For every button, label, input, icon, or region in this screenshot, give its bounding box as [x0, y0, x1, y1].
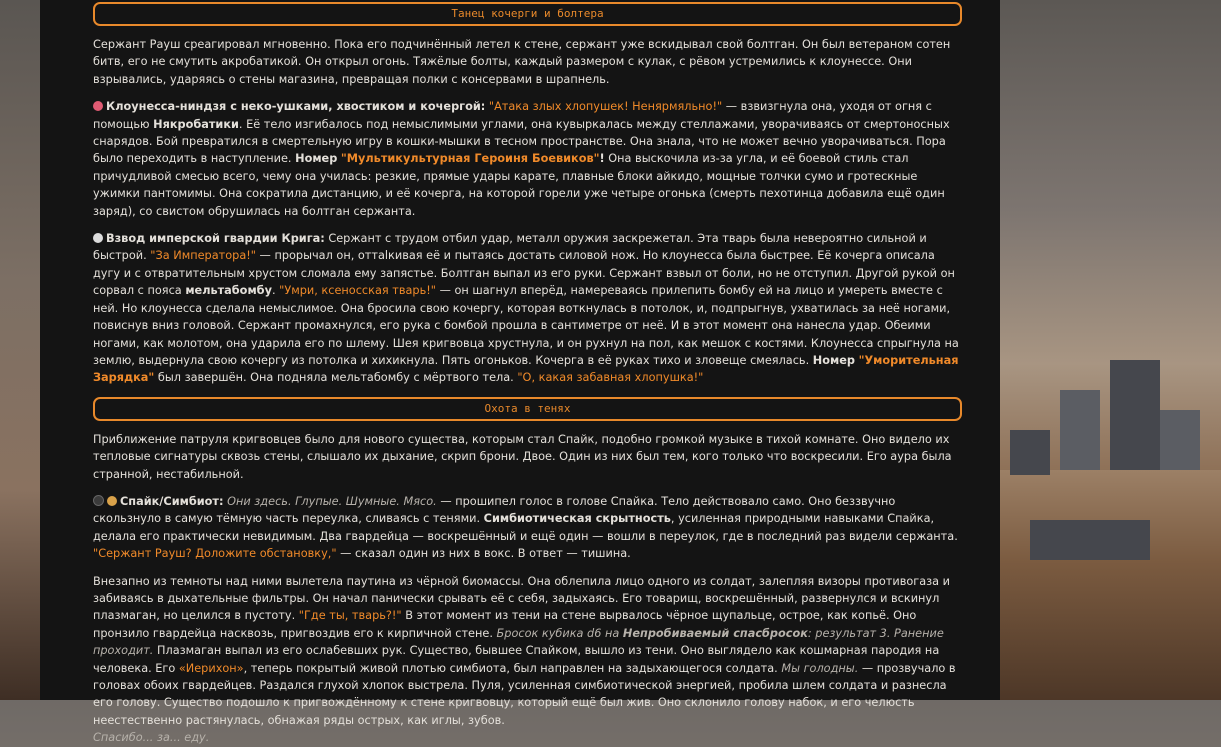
- background-rock: [1030, 520, 1150, 560]
- story-panel: [40, 0, 1000, 745]
- text-span: — он шагнул вперёд, намереваясь прилепить бомбу ей на лицо и умереть вместе с ней. Но клоунесса сделала немыслимое. Она бросила свою кочергу, которая воткнулась в потолок, и, подпрыгнув, ухватилась за неё ногами, повиснув вниз головой. Сержант промахнулся, его рука с бомбой прошла в сантиметре от неё. И в этот момент она нанесла удар. Обеими ногами, как молотом, она ударила его по шлему. Шея кригвовца хрустнула, и он рухнул на пол, как мешок с костями. Клоунесса спрыгнула на землю, выдернула свою кочергу из потолка и хихикнула. Пять огоньков. Кочерга в её руках тихо и зловеще смеялась.: [93, 284, 959, 367]
- text-span: Внезапно из темноты над ними вылетела паутина из чёрной биомассы. Она облепила лицо одного из солдат, залепляя визоры противогаза и забиваясь в дыхательные фильтры. Он начал панически срывать её с себя, задыхаясь. Его товарищ, воскрешённый, развернулся и вскинул плазмаган, но целился в пустоту.: [93, 574, 951, 623]
- background-left-strip: [0, 0, 40, 700]
- section-header-2: Охота в тенях: [93, 397, 962, 421]
- speaker-label: Спайк/Симбиот:: [120, 494, 224, 508]
- quote: «Иерихон»: [178, 661, 244, 675]
- text-span: — взвизгнула она, уходя от огня с помощью: [93, 100, 932, 131]
- text-span: , усиленная природными навыками Спайка, делала его практически невидимым. Два гвардейца — воскрешённый и ещё один — вошли в переулок, где в последний раз видели сержанта.: [93, 512, 958, 543]
- text-span: — прозвучало в головах обоих гвардейцев. Раздался глухой хлопок выстрела. Пуля, усиленная симбиотической энергией, пробила шлем солдата и разнесла его голову. Существо подошло к пригвождённому к стене кригвовцу, который ещё был жив. Оно склонило голову набок, и его челюсть неестественно растянулась, обнажая ряды острых, как иглы, зубов.: [93, 661, 956, 727]
- paragraph-4: [93, 431, 962, 483]
- dice-roll: Бросок кубика d6 на: [496, 626, 623, 640]
- text-span: — прошипел голос в голове Спайка. Тело действовало само. Оно беззвучно скользнуло в самую тёмную часть переулка, сливаясь с тенями.: [93, 494, 896, 526]
- text-span: . Её тело изгибалось под немыслимыми углами, она кувыркалась между стеллажами, уворачиваясь от смертоносных снарядов. Бой превратился в смертельную игру в кошки-мышки в тесном пространстве. Она знала, что не может вечно уворачиваться. Пора было переходить в наступление.: [93, 117, 950, 166]
- bold-term: мельтабомбу: [185, 284, 272, 298]
- text-span: — сказал один из них в вокс. В ответ — тишина.: [336, 547, 631, 561]
- paragraph-6: [93, 573, 962, 747]
- dice-roll: : результат 3. Ранение проходит.: [93, 626, 944, 658]
- inner-voice: Мы голодны.: [781, 661, 859, 675]
- quote: "Умри, ксеносская тварь!": [279, 284, 436, 298]
- background-rock: [1060, 390, 1100, 470]
- quote: "Уморительная Зарядка": [93, 353, 959, 385]
- paragraph-text: Приближение патруля кригвовцев было для нового существа, которым стал Спайк, подобно громкой музыке в тихой комнате. Оно видело их тепловые сигнатуры сквозь стены, слышало их дыхание, скрип брони. Двое. Один из них был тем, кого только что воскресили. Его аура была странной, нестабильной.: [93, 432, 952, 481]
- bold-term: Номер: [295, 152, 338, 166]
- paragraph-3: [93, 230, 962, 387]
- bold-term: Номер: [812, 353, 855, 367]
- speaker-label: Взвод имперской гвардии Крига:: [106, 232, 325, 246]
- text-span: Плазмаган выпал из его ослабевших рук. Существо, бывшее Спайком, вышло из тени. Оно выглядело как кошмарная пародия на человека. Его: [93, 644, 940, 675]
- bold-term: Някробатики: [153, 117, 239, 131]
- paragraph-5: [93, 493, 962, 563]
- speaker-label: Клоунесса-ниндзя с неко-ушками, хвостиком и кочергой:: [106, 100, 486, 114]
- quote: "Атака злых хлопушек! Ненярмяльно!": [488, 100, 723, 114]
- quote: "Мультикультурная Героиня Боевиков": [340, 152, 600, 166]
- paragraph-2: [93, 98, 962, 220]
- paragraph-1: [93, 36, 962, 88]
- background-rock: [1160, 410, 1200, 470]
- text-span: Сержант с трудом отбил удар, металл оружия заскрежетал. Эта тварь была невероятно сильной и быстрой.: [93, 232, 927, 263]
- skull-icon: [93, 233, 103, 243]
- background-sand: [1000, 470, 1221, 700]
- text-span: — прорычал он, оттalкивая её и пытаясь достать силовой нож. Но клоунесса была быстрее. Её кочерга описала дугу и с отвратительным хрустом сломала ему запястье. Болтган выпал из его руки. Сержант взвыл от боли, но не отступил. Другой рукой он сорвал с пояса: [93, 249, 955, 298]
- inner-voice: Они здесь. Глупые. Шумные. Мясо.: [223, 494, 437, 508]
- text-span: Она выскочила из-за угла, и её боевой стиль стал причудливой смесью всего, чему она училась: резкие, прямые удары карате, плавные блоки айкидо, мощные толчки сумо и гротескные ужимки пантомимы. Она сократила дистанцию, и её кочерга, на которой горели уже четыре огонька (смерть пехотинца добавила ещё один заряд), со свистом обрушилась на болтган сержанта.: [93, 152, 945, 218]
- quote: "Где ты, тварь?!": [298, 609, 402, 623]
- background-rock: [1010, 430, 1050, 475]
- clown-icon: [93, 101, 103, 111]
- background-rock: [1110, 360, 1160, 470]
- dice-roll-term: Непробиваемый спасбросок: [622, 626, 808, 640]
- crown-icon: [107, 496, 117, 506]
- text-span: .: [271, 284, 280, 298]
- quote: "Сержант Рауш? Доложите обстановку,": [93, 547, 337, 561]
- text-span: В этот момент из тени на стене вырвалось чёрное щупальце, острое, как копьё. Оно пронзило гвардейца насквозь, пригвоздив его к кирпичной стене.: [93, 609, 917, 640]
- bold-term: !: [599, 152, 605, 166]
- quote: "О, какая забавная хлопушка!": [517, 371, 704, 385]
- text-span: , теперь покрытый живой плотью симбиота, был направлен на задыхающегося солдата.: [243, 661, 782, 675]
- dark-orb-icon: [93, 495, 104, 506]
- bold-term: Симбиотическая скрытность: [483, 512, 671, 526]
- paragraph-text: Сержант Рауш среагировал мгновенно. Пока его подчинённый летел к стене, сержант уже вскидывал свой болтган. Он был ветераном сотен битв, его не смутить акробатикой. Он открыл огонь. Тяжёлые болты, каждый размером с кулак, с рёвом устремились к клоунессе. Они взрывались, ударяясь о стены магазина, превращая полки с консервами в шрапнель.: [93, 38, 951, 86]
- quote: "За Императора!": [150, 249, 256, 263]
- inner-voice: Спасибо... за... еду.: [93, 731, 210, 745]
- section-header-1: Танец кочерги и болтера: [93, 2, 962, 26]
- text-span: был завершён. Она подняла мельтабомбу с мёртвого тела.: [154, 371, 518, 385]
